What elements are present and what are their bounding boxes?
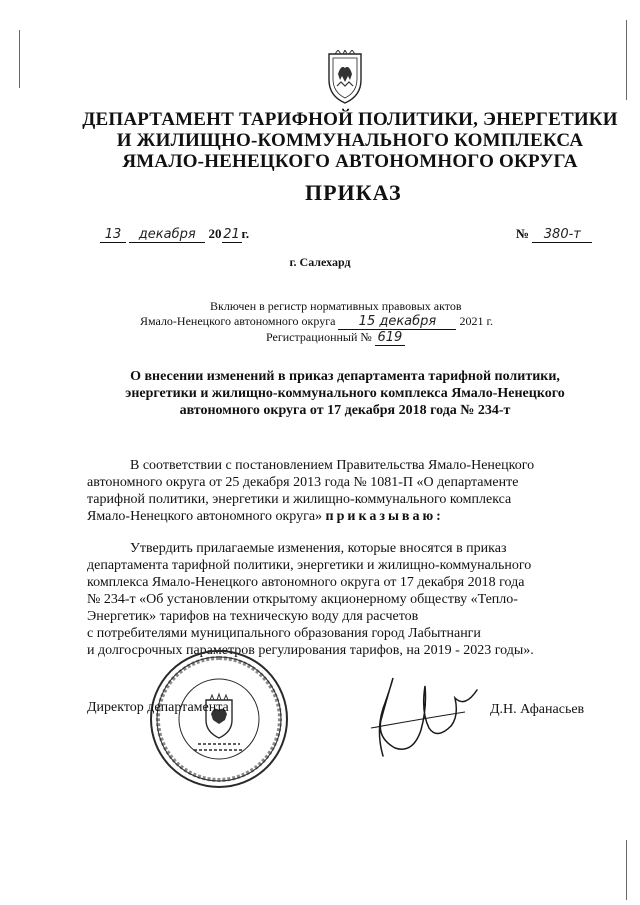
order-line-2: департамента тарифной политики, энергетики и жилищно-коммунального [87,558,532,573]
order-line-1: Утвердить прилагаемые изменения, которые вносятся в приказ [130,541,507,556]
order-line-7: и долгосрочных параметров регулирования тарифов, на 2019 - 2023 годы». [87,643,534,658]
order-subject [90,368,600,419]
subject-line-2: энергетики и жилищно-коммунального комплекса Ямало-Ненецкого [125,386,565,401]
registry-number-handwritten: 619 [375,330,405,346]
order-number [516,226,592,243]
official-seal-stamp [148,648,290,790]
date-month-handwritten: декабря [129,227,205,243]
registry-note [140,299,540,346]
scan-edge-right [626,20,627,100]
yamal-coat-of-arms-icon [321,50,369,106]
scan-edge-left [19,30,20,88]
city-name: г. Салехард [289,255,351,269]
signatory-name: Д.Н. Афанасьев [490,702,585,717]
signatory-position: Директор департамента [87,700,229,715]
date-year-handwritten: 21 [223,227,240,242]
dept-line-2: И ЖИЛИЩНО-КОММУНАЛЬНОГО КОМПЛЕКСА [116,130,584,151]
registry-line-2 [140,314,540,330]
order-line-4: № 234-т «Об установлении открытому акционерному обществу «Тепло- [87,592,518,607]
registry-date-handwritten: 15 декабря [338,314,456,330]
order-line-3: комплекса Ямало-Ненецкого автономного округа от 17 декабря 2018 года [87,575,525,590]
department-name [60,109,640,172]
subject-line-1: О внесении изменений в приказ департамента тарифной политики, [130,369,560,384]
preamble-line-4 [87,508,597,525]
registry-line-2-prefix: Ямало-Ненецкого автономного округа [140,314,336,328]
preamble-line-2: автономного округа от 25 декабря 2013 года № 1081-П «О департаменте [87,475,519,490]
number-value-handwritten: 380-т [532,227,592,243]
preamble-line-3: тарифной политики, энергетики и жилищно-коммунального комплекса [87,492,512,507]
dept-line-1: ДЕПАРТАМЕНТ ТАРИФНОЙ ПОЛИТИКИ, ЭНЕРГЕТИКИ [82,109,618,130]
number-label: № [516,226,530,241]
date-year-unit: г. [241,226,250,241]
registry-line-3 [140,330,540,346]
date-year-prefix: 20 [208,226,222,241]
preamble-line-1: В соответствии с постановлением Правительства Ямало-Ненецкого [130,458,535,473]
handwritten-signature [355,668,485,763]
preamble-last-text: Ямало-Ненецкого автономного округа» [87,509,323,524]
dept-line-3: ЯМАЛО-НЕНЕЦКОГО АВТОНОМНОГО ОКРУГА [122,151,578,172]
order-command: приказываю: [325,509,444,524]
registry-number-label: Регистрационный № [266,330,372,344]
order-line-6: с потребителями муниципального образования город Лабытнанги [87,626,481,641]
date-day-handwritten: 13 [100,227,126,243]
registry-line-1: Включен в регистр нормативных правовых актов [210,299,462,313]
document-type-title: ПРИКАЗ [305,180,402,205]
subject-line-3: автономного округа от 17 декабря 2018 года № 234-т [179,403,511,418]
registry-line-2-suffix: 2021 г. [459,314,494,328]
preamble-paragraph [87,457,597,525]
order-line-5: Энергетик» тарифов на техническую воду для расчетов [87,609,419,624]
scan-edge-right-low [626,840,627,900]
order-date [100,226,249,243]
order-paragraph [87,540,597,659]
